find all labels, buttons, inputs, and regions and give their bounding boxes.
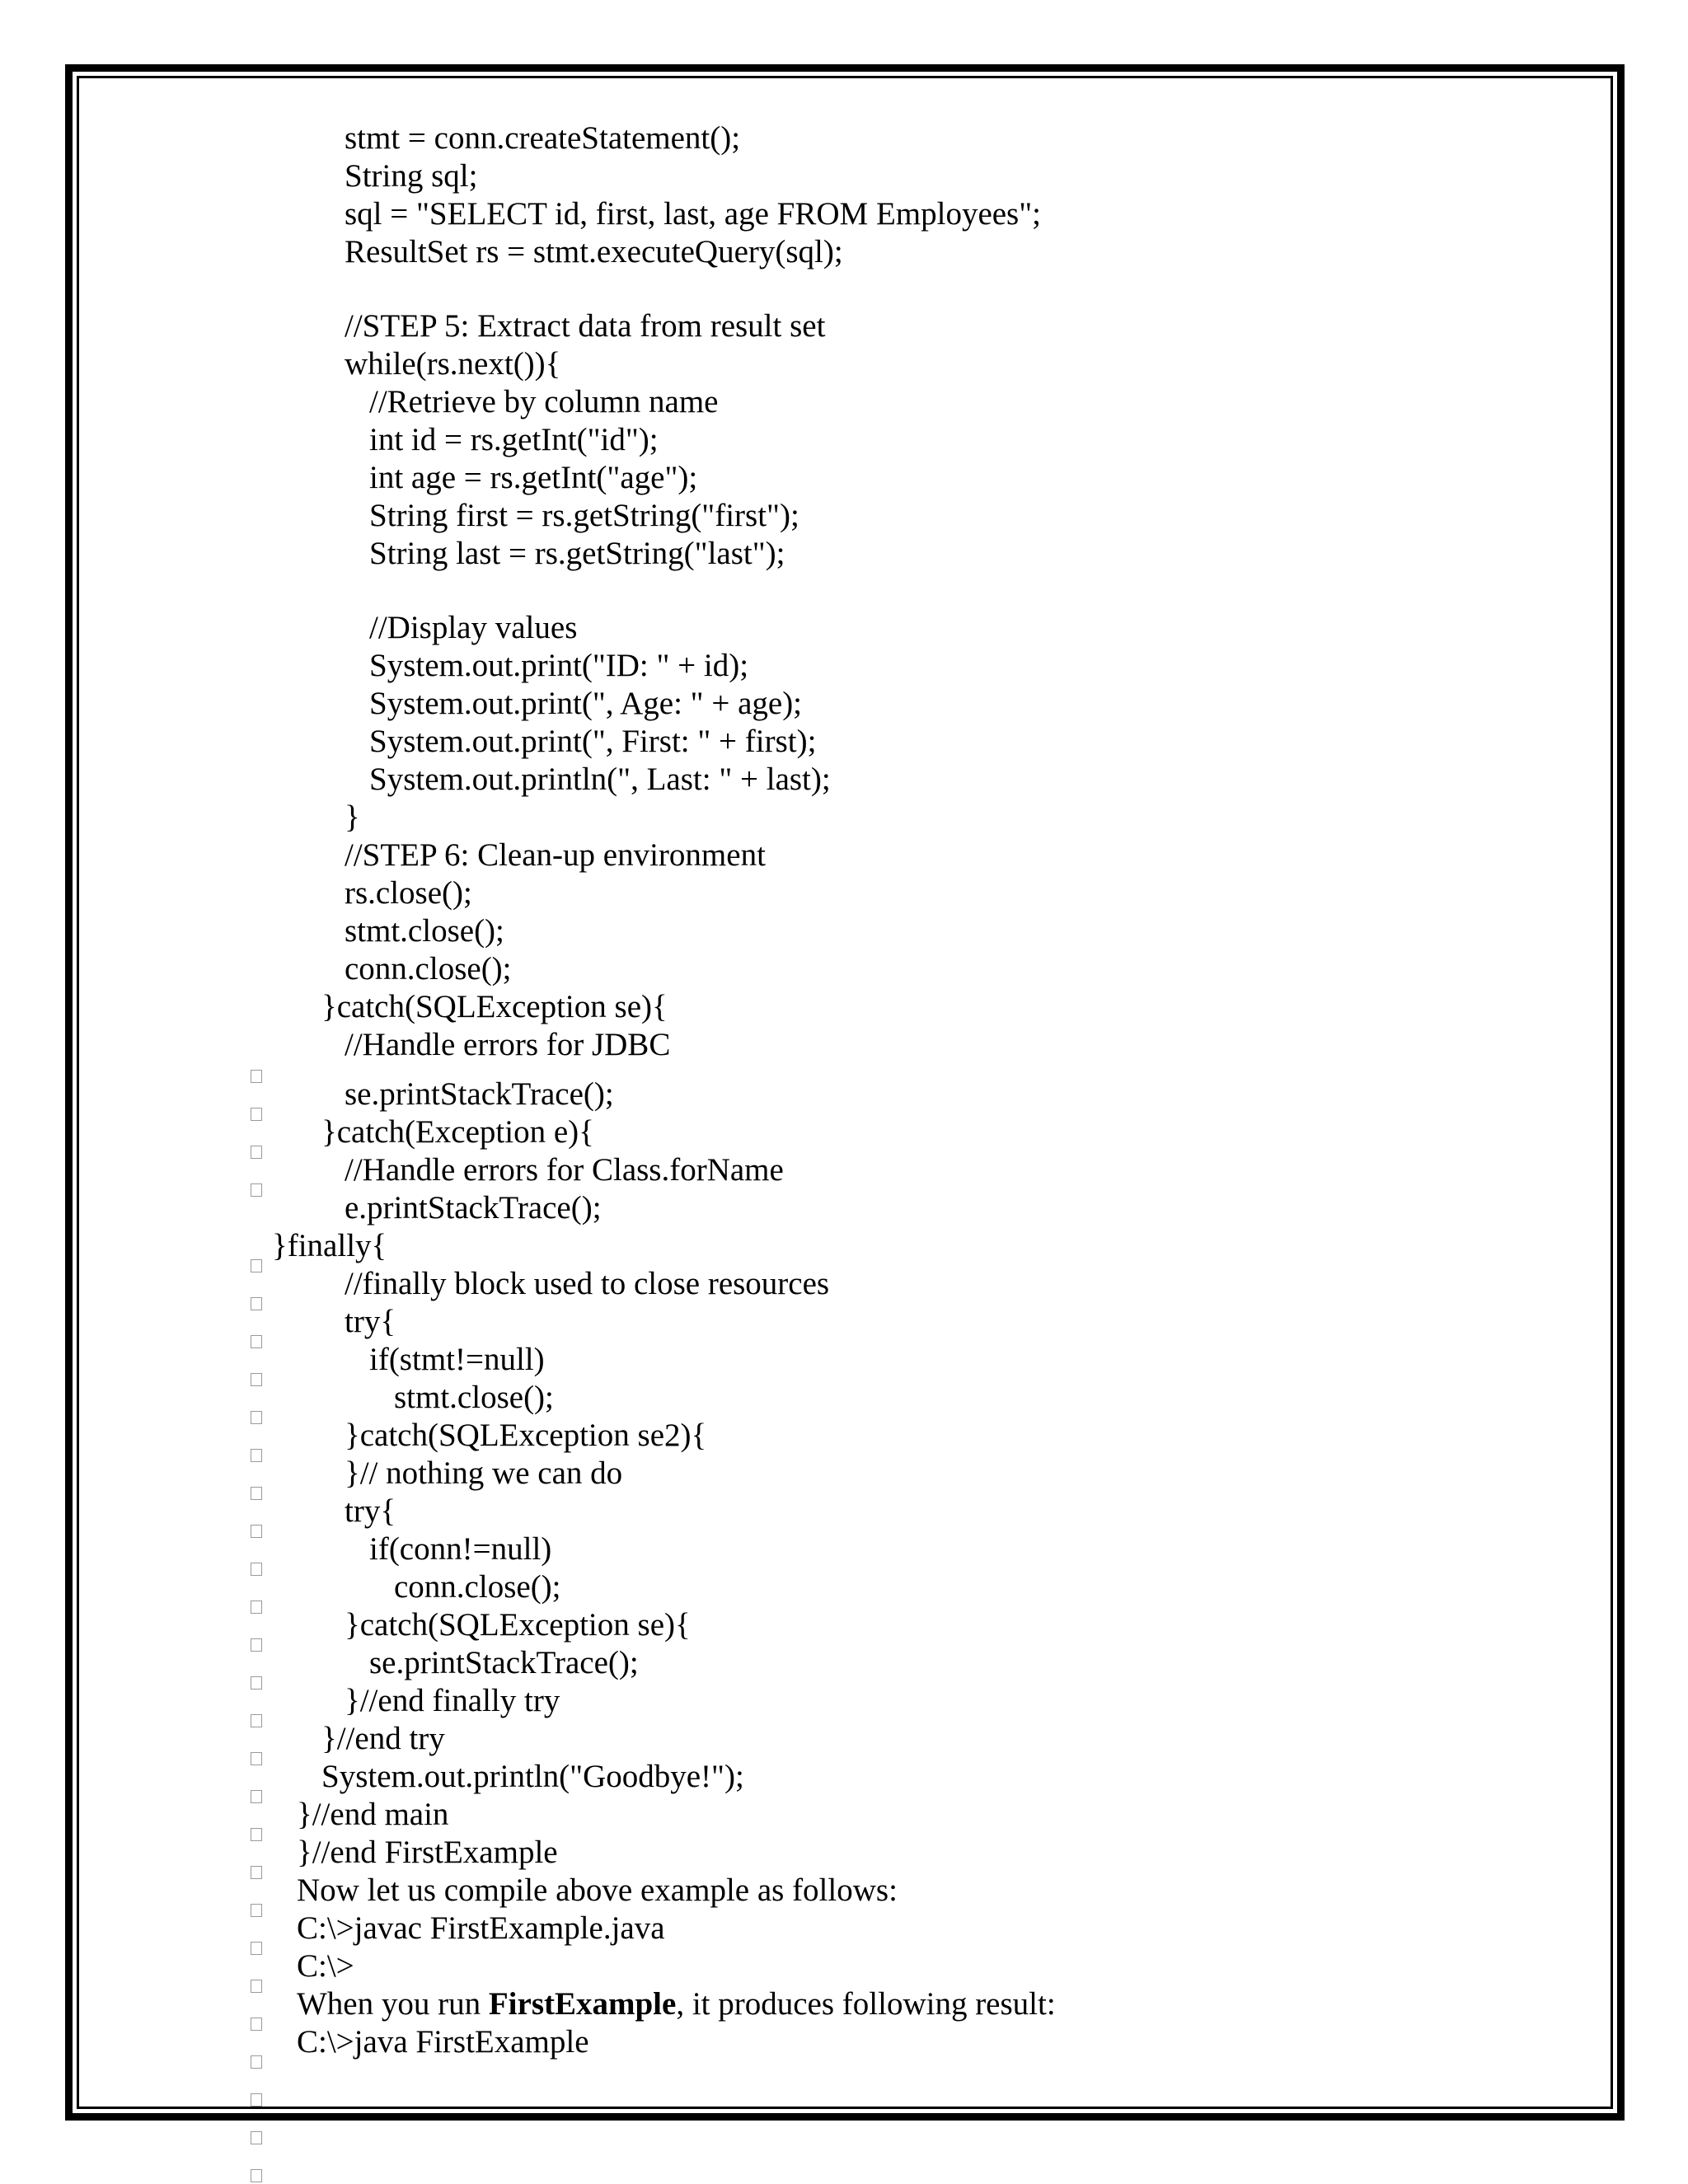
code-line: sql = "SELECT id, first, last, age FROM Employees"; (345, 196, 1041, 232)
code-line: }catch(Exception e){ (321, 1114, 594, 1150)
bullet-placeholder-glyph (251, 1525, 262, 1538)
bullet-placeholder-glyph (251, 1563, 262, 1576)
code-line: //finally block used to close resources (345, 1266, 830, 1301)
code-line: }catch(SQLException se){ (321, 989, 668, 1024)
code-line: rs.close(); (345, 875, 472, 911)
code-line: }//end try (321, 1721, 445, 1756)
code-line: if(conn!=null) (369, 1531, 552, 1567)
bullet-placeholder-glyph (251, 1714, 262, 1727)
code-line: System.out.print(", First: " + first); (369, 724, 817, 759)
code-line: C:\>javac FirstExample.java (297, 1910, 665, 1946)
bullet-placeholder-glyph (251, 1752, 262, 1765)
code-line: Now let us compile above example as follows: (297, 1872, 898, 1908)
code-line: //STEP 5: Extract data from result set (345, 308, 826, 344)
run-sentence-after: , it produces following result: (676, 1986, 1056, 2022)
bullet-placeholder-glyph (251, 1449, 262, 1462)
code-line: stmt.close(); (394, 1380, 554, 1415)
bullet-placeholder-glyph (251, 1373, 262, 1386)
run-sentence-classname: FirstExample (488, 1986, 677, 2022)
bullet-placeholder-glyph (251, 1980, 262, 1993)
code-line: }// nothing we can do (345, 1455, 623, 1491)
code-line: System.out.print("ID: " + id); (369, 648, 749, 683)
code-line: int id = rs.getInt("id"); (369, 422, 659, 457)
bullet-placeholder-glyph (251, 1676, 262, 1690)
code-line: stmt = conn.createStatement(); (345, 120, 741, 156)
code-line: conn.close(); (394, 1569, 561, 1605)
bullet-placeholder-glyph (251, 1790, 262, 1803)
code-line: stmt.close(); (345, 913, 504, 949)
code-line: C:\>java FirstExample (297, 2024, 589, 2060)
code-line: e.printStackTrace(); (345, 1190, 602, 1226)
run-result-sentence (297, 1985, 1056, 2023)
bullet-placeholder-glyph (251, 1866, 262, 1879)
code-line: }//end finally try (345, 1683, 560, 1718)
bullet-placeholder-glyph (251, 1411, 262, 1424)
bullet-placeholder-glyph (251, 2055, 262, 2069)
bullet-placeholder-glyph (251, 1335, 262, 1348)
code-line: try{ (345, 1304, 396, 1339)
code-line: ResultSet rs = stmt.executeQuery(sql); (345, 234, 843, 269)
code-line: try{ (345, 1493, 396, 1529)
code-line: se.printStackTrace(); (369, 1645, 639, 1680)
code-line: System.out.print(", Age: " + age); (369, 686, 803, 721)
bullet-placeholder-glyph (251, 1942, 262, 1955)
code-line: System.out.println(", Last: " + last); (369, 762, 831, 797)
bullet-placeholder-glyph (251, 1146, 262, 1159)
code-line: //STEP 6: Clean-up environment (345, 837, 766, 873)
code-line: }finally{ (272, 1228, 387, 1263)
bullet-placeholder-glyph (251, 1601, 262, 1614)
code-line: C:\> (297, 1948, 354, 1984)
code-line: while(rs.next()){ (345, 346, 561, 382)
bullet-placeholder-glyph (251, 1638, 262, 1652)
code-line: int age = rs.getInt("age"); (369, 460, 698, 495)
code-line: //Display values (369, 610, 578, 645)
code-line: //Handle errors for Class.forName (345, 1152, 784, 1188)
bullet-placeholder-glyph (251, 1487, 262, 1500)
code-line: }//end main (297, 1797, 449, 1832)
code-line: //Handle errors for JDBC (345, 1027, 671, 1062)
bullet-placeholder-glyph (251, 1070, 262, 1083)
bullet-placeholder-glyph (251, 1828, 262, 1841)
code-line: }//end FirstExample (297, 1835, 558, 1870)
bullet-placeholder-glyph (251, 2131, 262, 2144)
code-line: if(stmt!=null) (369, 1342, 545, 1377)
bullet-placeholder-glyph (251, 2169, 262, 2182)
code-line: conn.close(); (345, 951, 512, 987)
bullet-placeholder-glyph (251, 1183, 262, 1197)
code-line: String first = rs.getString("first"); (369, 498, 799, 533)
code-line: String sql; (345, 158, 478, 194)
bullet-placeholder-glyph (251, 2018, 262, 2031)
bullet-placeholder-glyph (251, 1297, 262, 1310)
code-line: }catch(SQLException se){ (345, 1607, 691, 1643)
bullet-placeholder-glyph (251, 2093, 262, 2107)
code-line: System.out.println("Goodbye!"); (321, 1759, 744, 1794)
bullet-placeholder-glyph (251, 1259, 262, 1272)
code-line: se.printStackTrace(); (345, 1076, 614, 1112)
bullet-placeholder-glyph (251, 1904, 262, 1917)
bullet-placeholder-glyph (251, 1108, 262, 1121)
code-line: //Retrieve by column name (369, 384, 719, 419)
run-sentence-before: When you run (297, 1986, 489, 2022)
code-line: }catch(SQLException se2){ (345, 1418, 707, 1453)
code-line: } (345, 799, 360, 835)
code-line: String last = rs.getString("last"); (369, 536, 785, 571)
